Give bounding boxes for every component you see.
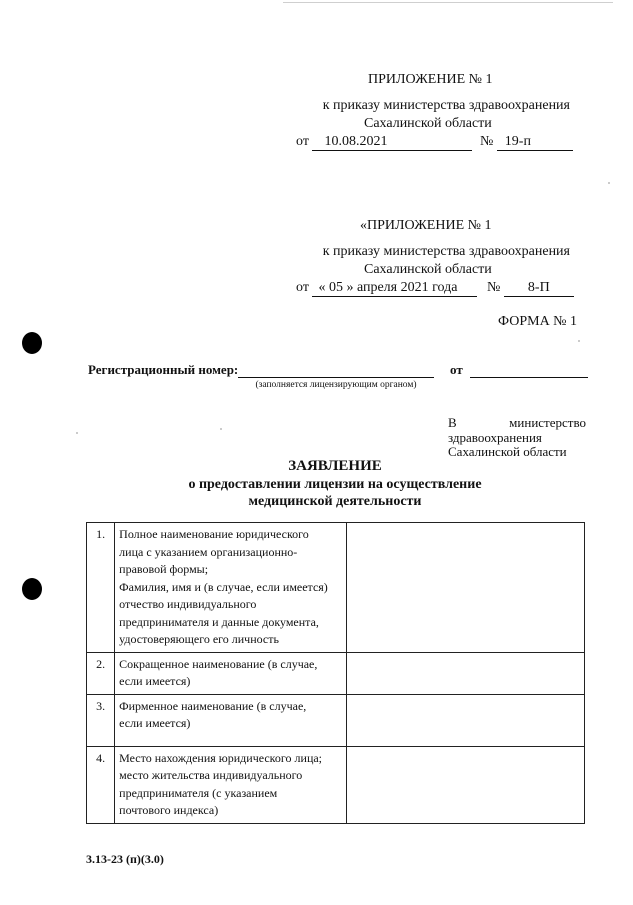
row-label-line: Фамилия, имя и (в случае, если имеется) [119,579,328,594]
row-label [115,746,346,823]
application-table [86,522,585,824]
row-number: 3. [87,694,115,746]
registration-number-field[interactable] [238,377,434,378]
scan-speck [220,428,222,430]
row-number: 1. [87,523,115,653]
appendix1-title: ПРИЛОЖЕНИЕ № 1 [368,72,493,87]
table-row [87,523,585,653]
appendix2-from-label: от [296,280,309,295]
row-label-line: правовой формы; [119,562,209,576]
addressee-in: В [448,415,457,430]
form-label: ФОРМА № 1 [498,314,578,329]
addressee-ministry: министерство [509,415,586,430]
appendix2-number: 8-П [504,280,574,297]
row-label-line: удостоверяющего его личность [119,632,279,646]
document-subtitle-line2: медицинской деятельности [248,494,422,509]
row-label-line: почтового индекса) [119,803,219,817]
row-label-line: предпринимателя (с указанием [119,785,278,800]
appendix2-region: Сахалинской области [364,262,492,277]
appendix1-no-label: № [479,134,494,149]
row-number: 2. [87,652,115,694]
registration-note: (заполняется лицензирующим органом) [255,380,417,390]
addressee-line1 [448,415,586,431]
row-label-line: Фирменное наименование (в случае, [119,698,307,713]
row-label-line: место жительства индивидуального [119,768,303,782]
appendix2-no-label: № [486,280,501,295]
row-label-line: если имеется) [119,674,191,688]
document-subtitle-line1: о предоставлении лицензии на осуществление [188,477,482,492]
addressee-line3: Сахалинской области [448,444,567,459]
appendix1-number: 19-п [497,134,573,151]
appendix1-date: 10.08.2021 [312,134,472,151]
row-label-line: если имеется) [119,716,191,730]
table-row [87,694,585,746]
scan-speck [76,432,78,434]
punch-hole-top [22,332,42,354]
scan-edge-line [283,2,613,3]
row-label-line: Сокращенное наименование (в случае, [119,656,318,671]
row-label [115,652,346,694]
footer-code: 3.13-23 (п)(3.0) [86,852,164,866]
appendix1-region: Сахалинской области [364,116,492,131]
table-row [87,746,585,823]
row-label-line: Полное наименование юридического [119,527,309,541]
short-name-field[interactable] [346,652,584,694]
address-field[interactable] [346,746,584,823]
registration-date-field[interactable] [470,377,588,378]
row-label-line: предпринимателя и данные документа, [119,614,319,629]
scan-speck [578,340,580,342]
row-number: 4. [87,746,115,823]
appendix1-date-line [296,134,586,151]
scan-speck [608,182,610,184]
full-name-field[interactable] [346,523,584,653]
row-label-line: лица с указанием организационно- [119,544,298,559]
row-label [115,694,346,746]
table-row [87,652,585,694]
row-label-line: Место нахождения юридического лица; [119,750,323,765]
addressee-line2: здравоохранения [448,430,542,445]
appendix1-order-line: к приказу министерства здравоохранения [322,98,570,113]
appendix2-date-line [296,280,596,297]
row-label-line: отчество индивидуального [119,597,257,611]
brand-name-field[interactable] [346,694,584,746]
registration-from-label: от [450,362,463,377]
document-title: ЗАЯВЛЕНИЕ [288,458,382,474]
registration-label: Регистрационный номер: [88,362,239,377]
appendix2-title: «ПРИЛОЖЕНИЕ № 1 [360,218,492,233]
row-label [115,523,346,653]
punch-hole-bottom [22,578,42,600]
appendix2-order-line: к приказу министерства здравоохранения [322,244,570,259]
appendix1-from-label: от [296,134,309,149]
appendix2-date: « 05 » апреля 2021 года [312,280,477,297]
